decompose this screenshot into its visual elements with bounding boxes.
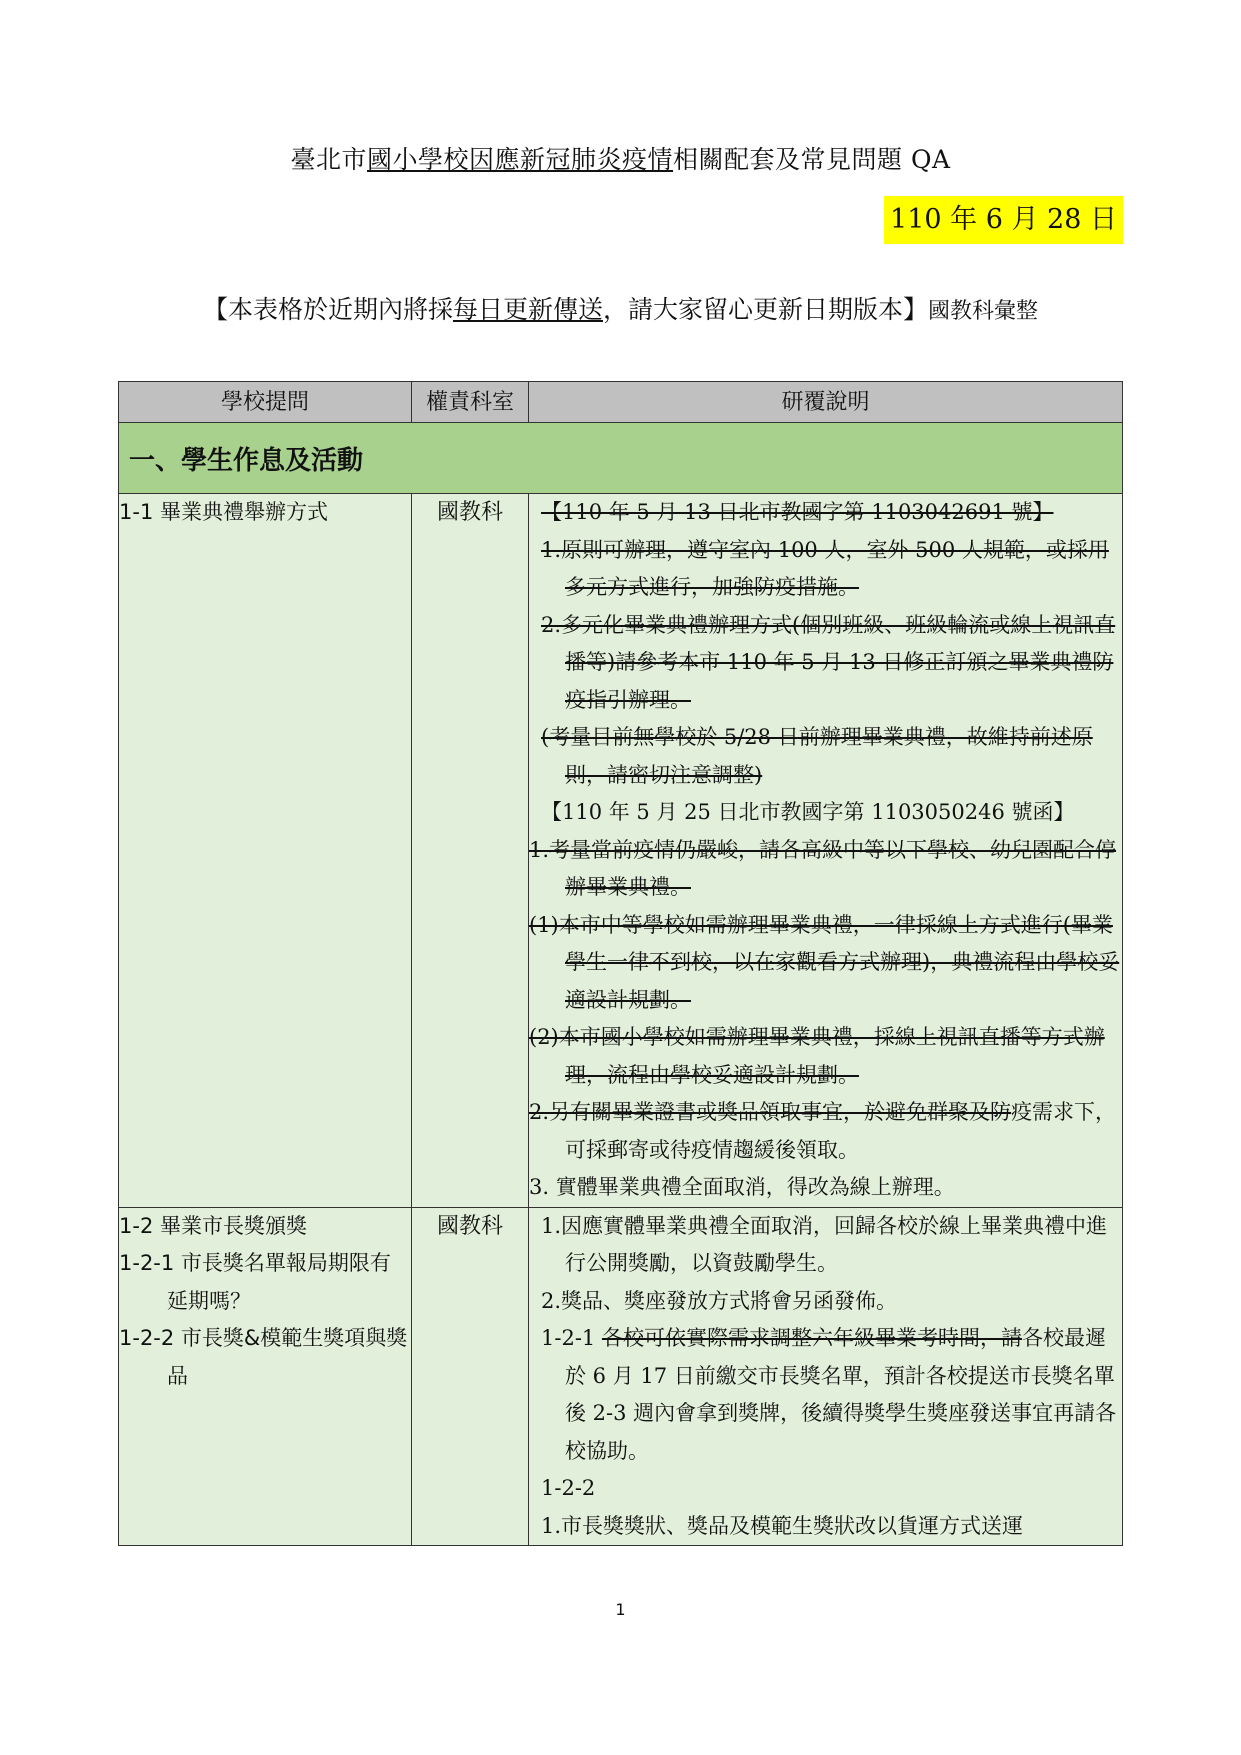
document-date: 110 年 6 月 28 日 <box>884 196 1123 244</box>
answer-plain-part: 各校最遲於 6 月 17 日前繳交市長獎名單，預計各校提送市長獎名單後 2-3 週內會拿到獎牌，後續得獎學生獎座發送事宜再請各校協助。 <box>565 1326 1117 1463</box>
answer-line: 1-2-2 <box>541 1476 596 1500</box>
col-answer-header: 研覆說明 <box>529 382 1123 423</box>
answer-line <box>529 1320 1122 1470</box>
answer-line: 1.原則可辦理，遵守室內 100 人，室外 500 人規範，或採用多元方式進行，加強防疫措施。 <box>541 537 1109 599</box>
table-row <box>119 494 1123 1208</box>
title-prefix: 臺北市 <box>290 145 367 174</box>
qa-table <box>118 381 1123 1546</box>
table-header-row <box>119 382 1123 423</box>
answer-line: 3. 實體畢業典禮全面取消，得改為線上辦理。 <box>529 1175 955 1199</box>
answer-struck-part: 各校可依實際需求調整六年級畢業考時間，請 <box>601 1326 1022 1350</box>
answer-line: 1.考量當前疫情仍嚴峻，請各高級中等以下學校、幼兒園配合停辦畢業典禮。 <box>529 837 1117 899</box>
col-dept-header: 權責科室 <box>412 382 529 423</box>
update-notice <box>0 290 1241 326</box>
question-text: 1-2-2 市長獎&模範生獎項與獎品 <box>119 1326 408 1388</box>
answer-line: 2.多元化畢業典禮辦理方式(個別班級、班級輪流或線上視訊直播等)請參考本市 110 年 5 月 13 日修正訂頒之畢業典禮防疫指引辦理。 <box>541 612 1116 712</box>
question-cell <box>119 494 412 1208</box>
page-number: 1 <box>615 1600 626 1619</box>
table-row <box>119 1207 1123 1546</box>
dept-cell: 國教科 <box>412 494 529 1208</box>
answer-struck-part: 2.另有關畢業證書或獎品領取事宜，於避免群聚及防 <box>529 1100 1012 1124</box>
notice-underlined: 每日更新傳送 <box>452 295 603 324</box>
question-text: 1-2-1 市長獎名單報局期限有延期嗎？ <box>119 1251 391 1313</box>
section-title: 一、學生作息及活動 <box>119 423 1123 494</box>
section-row <box>119 423 1123 494</box>
answer-line: (1)本市中等學校如需辦理畢業典禮，一律採線上方式進行(畢業學生一律不到校，以在家觀看方式辦理)，典禮流程由學校妥適設計規劃。 <box>529 912 1120 1012</box>
answer-line: (考量目前無學校於 5/28 日前辦理畢業典禮，故維持前述原則，請密切注意調整) <box>541 725 1093 787</box>
answer-line: 【110 年 5 月 25 日北市教國字第 1103050246 號函】 <box>541 800 1075 824</box>
answer-cell <box>529 494 1123 1208</box>
notice-prefix: 【本表格於近期內將採 <box>202 295 453 324</box>
answer-label: 1-2-1 <box>541 1326 596 1350</box>
notice-org: 國教科彙整 <box>928 299 1039 324</box>
answer-line: 1.市長獎獎狀、獎品及模範生獎狀改以貨運方式送運 <box>541 1513 1024 1538</box>
answer-cell <box>529 1207 1123 1546</box>
answer-line: 【110 年 5 月 13 日北市教國字第 1103042691 號】 <box>541 500 1054 524</box>
title-underlined: 國小學校因應新冠肺炎疫情 <box>367 145 674 174</box>
answer-line: 1.因應實體畢業典禮全面取消，回歸各校於線上畢業典禮中進行公開獎勵，以資鼓勵學生。 <box>541 1213 1108 1275</box>
dept-cell: 國教科 <box>412 1207 529 1546</box>
document-title <box>0 140 1241 176</box>
title-suffix: 相關配套及常見問題 QA <box>673 145 951 174</box>
col-question-header: 學校提問 <box>119 382 412 423</box>
question-cell <box>119 1207 412 1546</box>
answer-line: (2)本市國小學校如需辦理畢業典禮，採線上視訊直播等方式辦理，流程由學校妥適設計規劃。 <box>529 1025 1105 1087</box>
notice-suffix: ，請大家留心更新日期版本】 <box>603 295 929 324</box>
answer-line <box>529 1094 1122 1169</box>
question-text: 1-2 畢業市長獎頒獎 <box>119 1213 307 1238</box>
answer-line: 2.獎品、獎座發放方式將會另函發佈。 <box>541 1288 898 1313</box>
question-text: 1-1 畢業典禮舉辦方式 <box>119 500 328 524</box>
answer-plain-part: 疫需求下，可採郵寄或待疫情趨緩後領取。 <box>565 1100 1117 1162</box>
